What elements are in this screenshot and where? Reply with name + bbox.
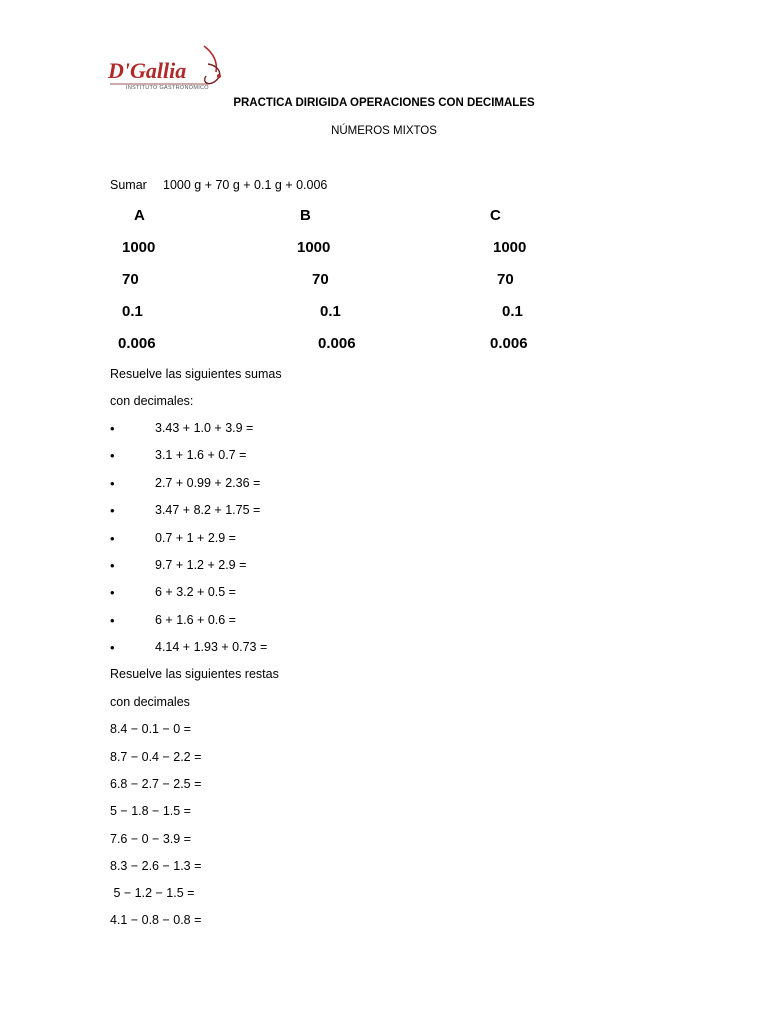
sum-exercise: 3.43 + 1.0 + 3.9 = [155,421,254,435]
column-header-c: C [490,207,501,224]
column-c-value: 1000 [493,239,527,256]
logo [108,42,228,96]
page-title: PRACTICA DIRIGIDA OPERACIONES CON DECIMALES [233,97,535,109]
bullet-icon: • [110,476,115,491]
bullet-icon: • [110,421,115,436]
bullet-icon: • [110,613,115,628]
sum-exercise: 4.14 + 1.93 + 0.73 = [155,640,268,654]
column-header-a: A [134,207,145,224]
column-b-value: 1000 [297,239,331,256]
sumar-expression: 1000 g + 70 g + 0.1 g + 0.006 [163,178,328,192]
column-b-value: 70 [312,271,329,288]
column-c-value: 0.006 [490,335,528,352]
column-a-value: 0.1 [122,303,143,320]
column-c-value: 0.1 [502,303,523,320]
sumar-label: Sumar [110,178,147,192]
column-b-value: 0.1 [320,303,341,320]
bullet-icon: • [110,503,115,518]
sum-exercise: 3.47 + 8.2 + 1.75 = [155,503,261,517]
subtraction-exercise: 6.8 − 2.7 − 2.5 = [110,777,202,791]
subtraction-exercise: 7.6 − 0 − 3.9 = [110,832,191,846]
bullet-icon: • [110,448,115,463]
bullet-icon: • [110,640,115,655]
sum-exercise: 2.7 + 0.99 + 2.36 = [155,476,261,490]
sum-exercise: 6 + 3.2 + 0.5 = [155,585,236,599]
subtraction-exercise: 5 − 1.2 − 1.5 = [110,886,195,900]
logo-tagline: INSTITUTO GASTRONÓMICO [126,85,209,91]
column-b-value: 0.006 [318,335,356,352]
subtraction-exercise: 4.1 − 0.8 − 0.8 = [110,913,202,927]
sumas-intro: con decimales: [110,394,194,408]
restas-intro: con decimales [110,695,190,709]
sum-exercise: 3.1 + 1.6 + 0.7 = [155,448,247,462]
column-a-value: 0.006 [118,335,156,352]
sum-exercise: 6 + 1.6 + 0.6 = [155,613,236,627]
subtraction-exercise: 8.7 − 0.4 − 2.2 = [110,750,202,764]
sumas-intro: Resuelve las siguientes sumas [110,367,282,381]
sum-exercise: 9.7 + 1.2 + 2.9 = [155,558,247,572]
subtraction-exercise: 8.3 − 2.6 − 1.3 = [110,859,202,873]
bullet-icon: • [110,558,115,573]
subtraction-exercise: 5 − 1.8 − 1.5 = [110,804,191,818]
sum-exercise: 0.7 + 1 + 2.9 = [155,531,236,545]
column-c-value: 70 [497,271,514,288]
column-a-value: 1000 [122,239,156,256]
column-header-b: B [300,207,311,224]
column-a-value: 70 [122,271,139,288]
logo-brand: D'Gallia [108,58,187,83]
bullet-icon: • [110,531,115,546]
subtraction-exercise: 8.4 − 0.1 − 0 = [110,722,191,736]
page-subtitle: NÚMEROS MIXTOS [331,125,437,137]
restas-intro: Resuelve las siguientes restas [110,667,279,681]
bullet-icon: • [110,585,115,600]
